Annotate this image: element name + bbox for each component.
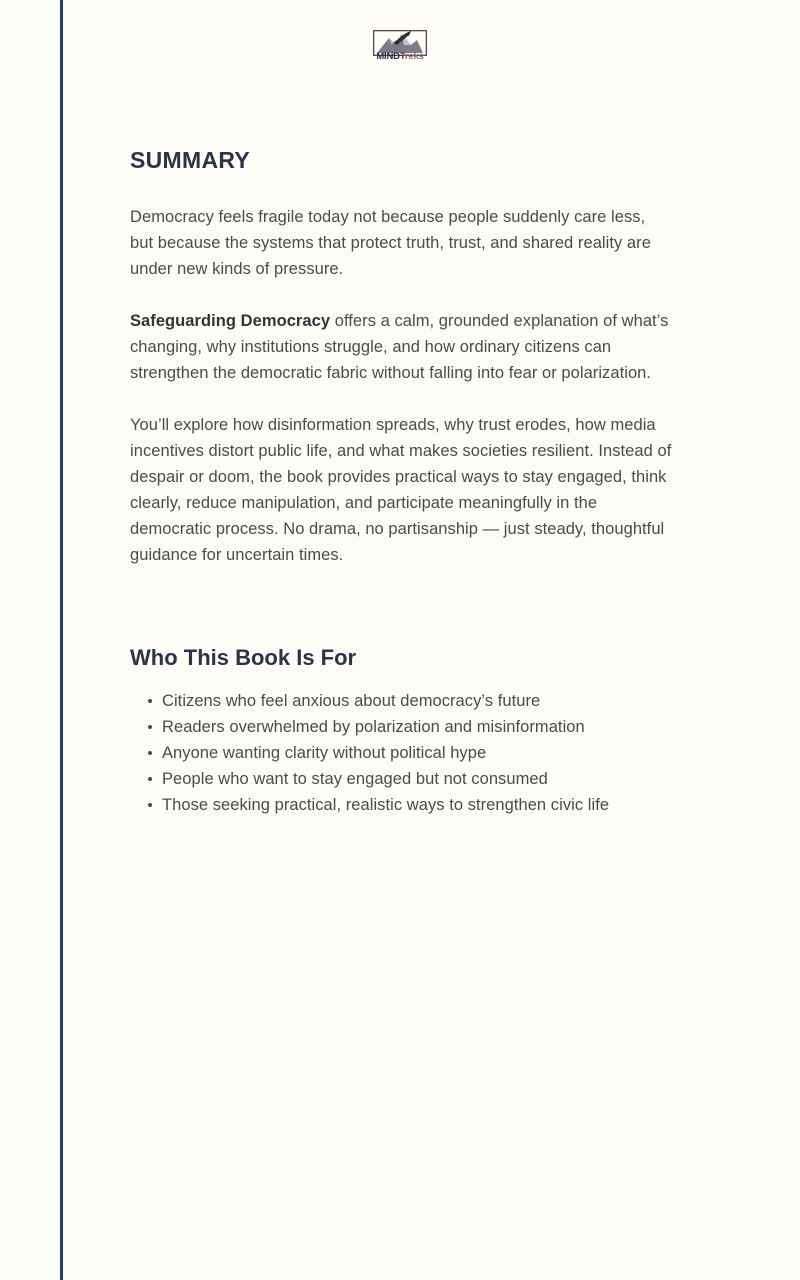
summary-paragraph-3: You’ll explore how disinformation spreads, why trust erodes, how media incentives distort public life, and what makes societies resilient. Instead of despair or doom, the book provides practical ways to stay engaged, think clearly, reduce manipulation, and participate meaningfully in the democratic process. No drama, no partisanship — just steady, thoughtful guidance for uncertain times. xyxy=(130,416,672,564)
left-margin-rule xyxy=(60,0,63,1280)
logo-word-treks: Treks xyxy=(399,51,424,62)
summary-paragraph-2-rest: offers a calm, grounded explanation of what’s changing, why institutions struggle, and how ordinary citizens can strengthen the democratic fabric without falling into fear or polarization. xyxy=(130,312,669,382)
summary-heading: SUMMARY xyxy=(130,147,251,173)
document-content xyxy=(130,0,670,818)
summary-paragraph-2 xyxy=(130,308,670,386)
list-item: Anyone wanting clarity without political hype xyxy=(162,740,674,766)
audience-list xyxy=(130,688,670,818)
list-item: Readers overwhelmed by polarization and misinformation xyxy=(162,714,674,740)
summary-paragraph-1: Democracy feels fragile today not because people suddenly care less, but because the systems that protect truth, trust, and shared reality are under new kinds of pressure. xyxy=(130,208,651,278)
list-item: Citizens who feel anxious about democracy’s future xyxy=(162,688,674,714)
book-title-bold: Safeguarding Democracy xyxy=(130,312,331,330)
list-item: People who want to stay engaged but not consumed xyxy=(162,766,674,792)
audience-heading: Who This Book Is For xyxy=(130,645,357,670)
list-item: Those seeking practical, realistic ways to strengthen civic life xyxy=(162,792,674,818)
logo-word-mind: MIND xyxy=(376,51,400,62)
